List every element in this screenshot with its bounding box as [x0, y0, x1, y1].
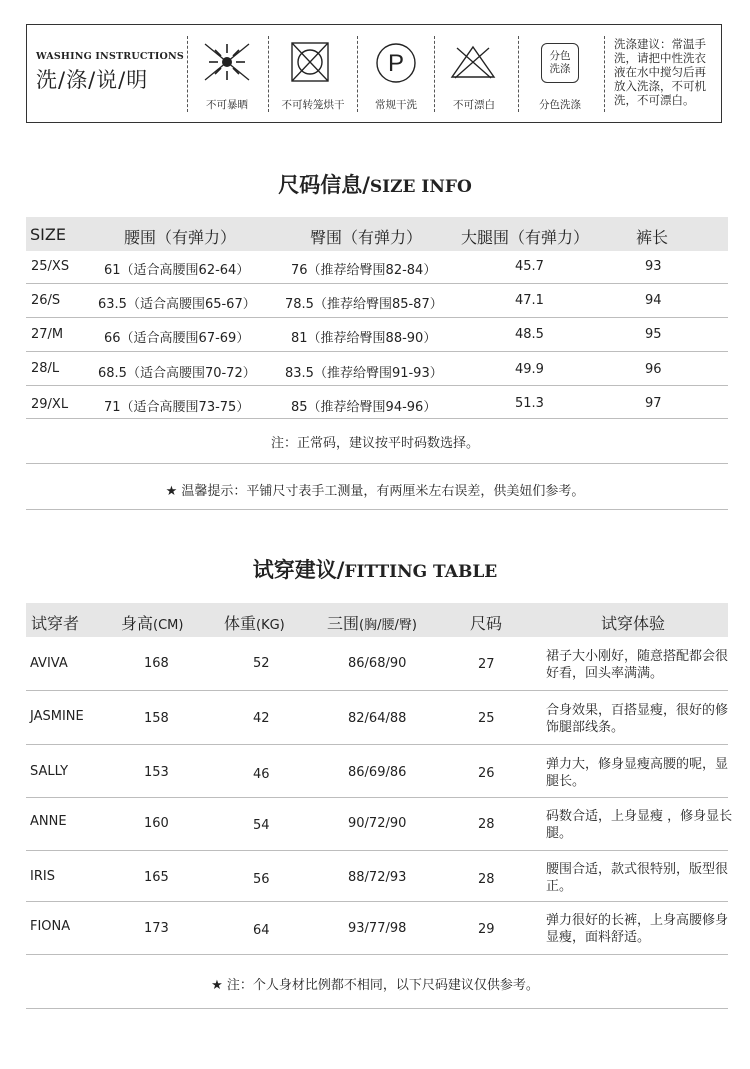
thigh-cell: 49.9: [515, 362, 544, 377]
hip-cell: 78.5（推荐给臀围85-87）: [285, 297, 443, 312]
header-experience: 试穿体验: [601, 614, 666, 633]
tester-weight: 46: [253, 767, 270, 782]
symbol-label: 不可漂白: [453, 99, 495, 111]
header-weight: 体重(KG): [224, 614, 285, 633]
hip-cell: 81（推荐给臀围88-90）: [291, 331, 437, 346]
waist-cell: 61（适合高腰围62-64）: [104, 263, 250, 278]
tester-size: 28: [478, 817, 495, 832]
svg-text:P: P: [387, 50, 405, 77]
divider: [518, 36, 519, 112]
size-cell: 28/L: [31, 361, 60, 376]
header-height: 身高(CM): [121, 614, 184, 633]
hip-cell: 76（推荐给臀围82-84）: [291, 263, 437, 278]
tester-name: AVIVA: [30, 656, 68, 671]
separate-wash-icon: 分色 洗涤: [541, 43, 579, 83]
row-divider: [26, 385, 728, 386]
tester-height: 153: [144, 765, 169, 780]
row-divider: [26, 850, 728, 851]
tester-experience: 裙子大小刚好，随意搭配都会很好看，回头率满满。: [546, 649, 729, 681]
size-cell: 26/S: [31, 293, 61, 308]
tester-measurements: 86/68/90: [348, 656, 407, 671]
tester-height: 158: [144, 711, 169, 726]
tester-height: 173: [144, 921, 169, 936]
waist-cell: 66（适合高腰围67-69）: [104, 331, 250, 346]
tumble-dry-crossed-icon: [290, 41, 330, 87]
header-hip: 臀围（有弹力）: [310, 228, 423, 247]
row-divider: [26, 509, 728, 510]
row-divider: [26, 954, 728, 955]
thigh-cell: 47.1: [515, 293, 544, 308]
size-cell: 25/XS: [31, 259, 70, 274]
thigh-cell: 51.3: [515, 396, 544, 411]
length-cell: 96: [645, 362, 662, 377]
tester-size: 26: [478, 766, 495, 781]
waist-cell: 63.5（适合高腰围65-67）: [98, 297, 256, 312]
thigh-cell: 48.5: [515, 327, 544, 342]
tester-weight: 54: [253, 818, 270, 833]
tester-measurements: 88/72/93: [348, 870, 407, 885]
tester-size: 25: [478, 711, 495, 726]
tester-weight: 42: [253, 711, 270, 726]
row-divider: [26, 283, 728, 284]
waist-cell: 71（适合高腰围73-75）: [104, 400, 250, 415]
tester-measurements: 86/69/86: [348, 765, 407, 780]
tester-name: JASMINE: [30, 709, 84, 724]
tester-name: IRIS: [30, 869, 55, 884]
header-name: 试穿者: [31, 614, 80, 633]
length-cell: 95: [645, 327, 662, 342]
header-size: SIZE: [30, 225, 66, 244]
header-measurements: 三围(胸/腰/臀): [327, 614, 417, 633]
tester-size: 29: [478, 922, 495, 937]
tester-weight: 64: [253, 923, 270, 938]
tester-height: 165: [144, 870, 169, 885]
hip-cell: 83.5（推荐给臀围91-93）: [285, 366, 443, 381]
row-divider: [26, 418, 728, 419]
size-tip: ★ 温馨提示：平铺尺寸表手工测量，有两厘米左右误差，供美妞们参考。: [165, 484, 585, 499]
symbol-label: 常规干洗: [375, 99, 417, 111]
divider: [268, 36, 269, 112]
divider: [604, 36, 605, 112]
bleach-crossed-icon: [449, 44, 497, 84]
symbol-label: 不可转笼烘干: [281, 99, 345, 111]
thigh-cell: 45.7: [515, 259, 544, 274]
header-size: 尺码: [470, 614, 503, 633]
length-cell: 94: [645, 293, 662, 308]
tester-size: 27: [478, 657, 495, 672]
tester-experience: 合身效果，百搭显瘦，很好的修饰腿部线条。: [546, 703, 729, 735]
length-cell: 93: [645, 259, 662, 274]
size-info-title: 尺码信息/SIZE INFO: [278, 173, 472, 197]
row-divider: [26, 317, 728, 318]
tester-size: 28: [478, 872, 495, 887]
symbol-label: 不可暴晒: [206, 99, 248, 111]
tester-name: FIONA: [30, 919, 71, 934]
tester-measurements: 90/72/90: [348, 816, 407, 831]
header-thigh: 大腿围（有弹力）: [461, 228, 590, 247]
tester-weight: 56: [253, 872, 270, 887]
row-divider: [26, 797, 728, 798]
tester-experience: 弹力很好的长裤，上身高腰修身显瘦，面料舒适。: [546, 913, 729, 945]
washing-title-zh: 洗/涤/说/明: [36, 68, 149, 92]
sun-crossed-icon: [203, 42, 251, 86]
washing-title-en: WASHING INSTRUCTIONS: [36, 51, 184, 62]
row-divider: [26, 744, 728, 745]
tester-measurements: 93/77/98: [348, 921, 407, 936]
fitting-note: ★ 注：个人身材比例都不相同，以下尺码建议仅供参考。: [211, 978, 539, 993]
tester-weight: 52: [253, 656, 270, 671]
tester-experience: 弹力大，修身显瘦高腰的呢，显腿长。: [546, 757, 729, 789]
row-divider: [26, 690, 728, 691]
size-cell: 27/M: [31, 327, 64, 342]
row-divider: [26, 351, 728, 352]
header-length: 裤长: [636, 228, 669, 247]
length-cell: 97: [645, 396, 662, 411]
tester-measurements: 82/64/88: [348, 711, 407, 726]
tester-name: ANNE: [30, 814, 67, 829]
row-divider: [26, 1008, 728, 1009]
tester-experience: 腰围合适，款式很特别，版型很正。: [546, 862, 729, 894]
row-divider: [26, 463, 728, 464]
header-waist: 腰围（有弹力）: [124, 228, 237, 247]
tester-height: 160: [144, 816, 169, 831]
symbol-label: 分色洗涤: [539, 99, 581, 111]
tester-experience: 码数合适，上身显瘦 ，修身显长腿。: [546, 809, 733, 841]
fitting-table-title: 试穿建议/FITTING TABLE: [252, 558, 498, 582]
hip-cell: 85（推荐给臀围94-96）: [291, 400, 437, 415]
size-cell: 29/XL: [31, 397, 69, 412]
tester-height: 168: [144, 656, 169, 671]
dry-clean-p-icon: [375, 42, 417, 88]
washing-advice: 洗涤建议：常温手洗，请把中性洗衣液在水中搅匀后再放入洗涤，不可机洗，不可漂白。: [614, 37, 706, 107]
tester-name: SALLY: [30, 764, 69, 779]
row-divider: [26, 901, 728, 902]
size-note: 注：正常码，建议按平时码数选择。: [270, 436, 479, 451]
waist-cell: 68.5（适合高腰围70-72）: [98, 366, 256, 381]
